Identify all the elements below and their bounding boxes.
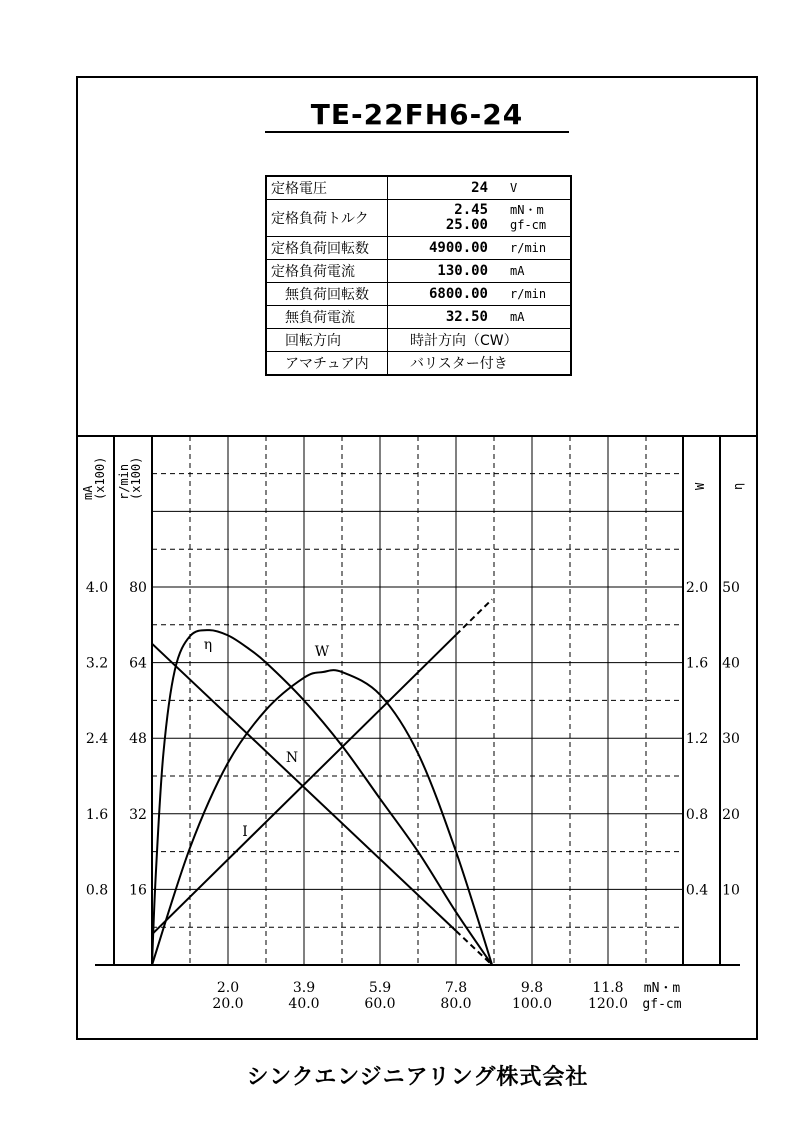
axis-label-speed: r/min(x100): [117, 456, 143, 500]
spec-unit-2: gf-cm: [510, 218, 547, 232]
x-unit-mNm: mN・m: [643, 981, 681, 996]
tick-label-current: 1.6: [85, 806, 109, 823]
spec-value: 時計方向（CW）: [410, 333, 518, 349]
spec-unit: mA: [510, 310, 525, 324]
spec-value: 130.00: [437, 263, 488, 279]
spec-value-2: 25.00: [445, 217, 488, 233]
spec-label: 定格負荷電流: [266, 260, 388, 283]
tick-label-efficiency: 10: [722, 882, 740, 899]
tick-label-current: 3.2: [85, 655, 109, 672]
x-tick-label-mNm: 7.8: [444, 980, 468, 996]
tick-label-power: 0.8: [685, 806, 709, 823]
series-label-i: I: [242, 824, 248, 840]
tick-label-efficiency: 30: [722, 731, 740, 748]
tick-label-speed: 32: [129, 806, 147, 823]
spec-value: 6800.00: [428, 286, 488, 302]
x-tick-label-gfcm: 60.0: [364, 996, 396, 1012]
series-label-n: N: [285, 750, 299, 766]
company-name: シンクエンジニアリング株式会社: [246, 1065, 589, 1090]
tick-label-current: 4.0: [85, 580, 109, 596]
x-tick-label-mNm: 11.8: [592, 980, 624, 996]
tick-label-power: 2.0: [685, 580, 709, 596]
spec-unit: r/min: [510, 241, 547, 255]
tick-label-efficiency: 20: [722, 806, 740, 823]
x-unit-gfcm: gf-cm: [642, 997, 682, 1012]
series-line-w: [152, 670, 492, 965]
spec-label: 無負荷回転数: [266, 283, 388, 306]
spec-label: 定格負荷トルク: [266, 200, 388, 237]
tick-label-current: 2.4: [85, 731, 109, 748]
axis-label-efficiency: η: [731, 482, 745, 490]
axis-label-power: W: [693, 482, 707, 490]
x-tick-label-gfcm: 100.0: [511, 996, 553, 1012]
x-tick-label-mNm: 3.9: [292, 980, 316, 996]
spec-value: 32.50: [445, 309, 488, 325]
x-tick-label-gfcm: 20.0: [212, 996, 244, 1012]
tick-label-efficiency: 40: [722, 655, 740, 672]
tick-label-power: 1.2: [685, 731, 709, 748]
x-tick-label-gfcm: 80.0: [440, 996, 472, 1012]
x-tick-label-mNm: 5.9: [368, 980, 392, 996]
spec-label: 無負荷電流: [266, 306, 388, 329]
spec-label: 定格負荷回転数: [266, 237, 388, 260]
spec-unit: mA: [510, 264, 525, 278]
tick-label-speed: 48: [129, 731, 147, 748]
series-label-w: W: [314, 644, 330, 660]
tick-label-power: 0.4: [685, 882, 709, 899]
tick-label-speed: 64: [129, 655, 147, 672]
tick-label-power: 1.6: [685, 655, 709, 672]
spec-label: 回転方向: [266, 329, 388, 352]
spec-label: 定格電圧: [266, 176, 388, 200]
tick-label-speed: 80: [129, 580, 147, 596]
tick-label-efficiency: 50: [722, 580, 740, 596]
x-tick-label-mNm: 2.0: [216, 980, 240, 996]
x-tick-label-gfcm: 120.0: [587, 996, 629, 1012]
spec-value: バリスター付き: [410, 356, 508, 372]
spec-value: 4900.00: [428, 240, 488, 256]
series-line-efficiency: [152, 630, 492, 965]
spec-unit: mN・m: [510, 203, 544, 217]
x-tick-label-mNm: 9.8: [520, 980, 544, 996]
x-tick-label-gfcm: 40.0: [288, 996, 320, 1012]
spec-value: 24: [471, 180, 488, 196]
axis-label-current: mA(x100): [81, 456, 107, 500]
spec-label: アマチュア内: [266, 352, 388, 376]
series-line-i-extrapolated: [456, 599, 492, 635]
series-label-efficiency: η: [203, 637, 213, 653]
tick-label-current: 0.8: [85, 882, 109, 899]
tick-label-speed: 16: [129, 882, 147, 899]
page-title: TE-22FH6-24: [310, 98, 524, 131]
spec-unit: r/min: [510, 287, 547, 301]
spec-value: 2.45: [454, 202, 488, 218]
spec-unit: V: [510, 181, 518, 195]
